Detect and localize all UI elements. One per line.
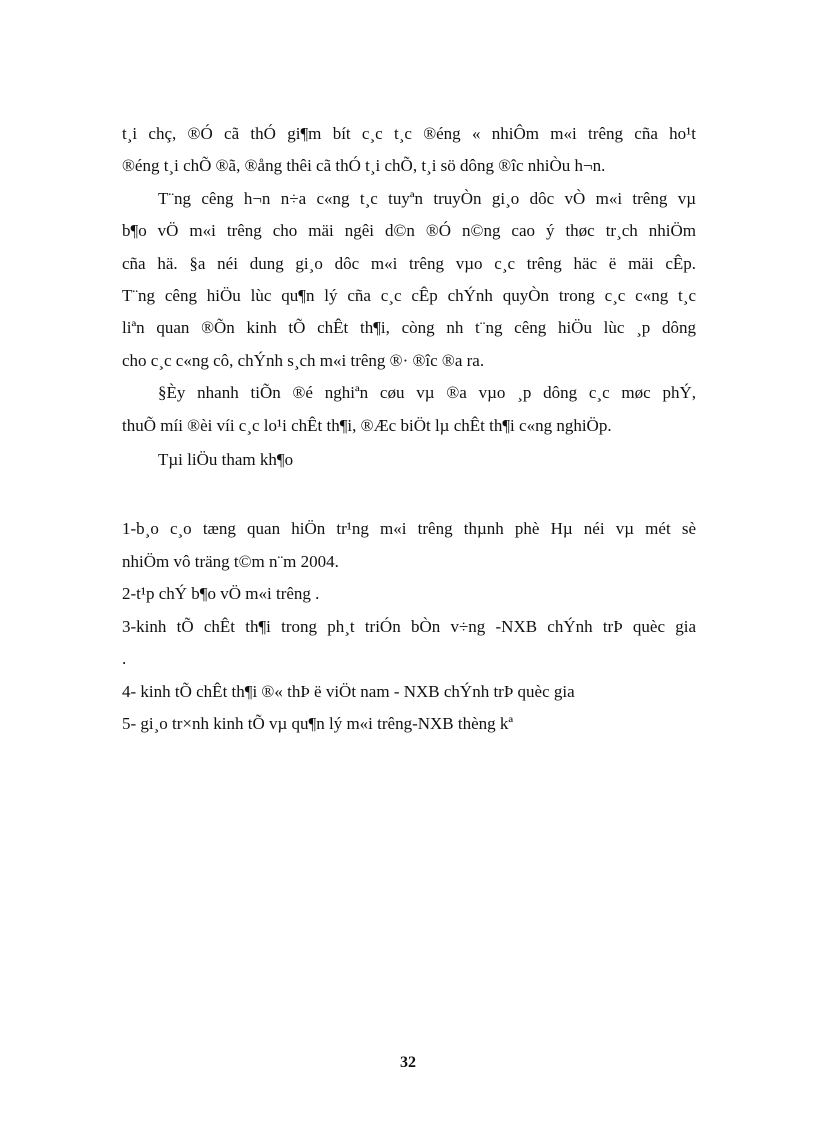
body-line-9: §Èy nhanh tiÕn ®é nghiªn cøu vµ ®a vµo ¸p dông c¸c møc phÝ,: [158, 383, 696, 403]
reference-item-3a: 3-kinh tÕ chÊt th¶i trong ph¸t triÓn bÒn v÷ng -NXB chÝnh trÞ quèc gia: [122, 616, 696, 636]
body-line-5: cña hä. §a néi dung gi¸o dôc m«i trêng vµo c¸c trêng häc ë mäi cÊp.: [122, 253, 696, 273]
body-line-10: thuÕ míi ®èi víi c¸c lo¹i chÊt th¶i, ®Æc biÖt lµ chÊt th¶i c«ng nghiÖp.: [122, 415, 612, 435]
body-line-8: cho c¸c c«ng cô, chÝnh s¸ch m«i trêng ®· ®îc ®a ra.: [122, 350, 485, 370]
references-list: [122, 513, 696, 741]
reference-item-3b: .: [122, 649, 127, 668]
references-heading: Tµi liÖu tham kh¶o: [158, 450, 294, 469]
body-line-1: t¸i chç, ®Ó cã thÓ gi¶m bít c¸c t¸c ®éng « nhiÔm m«i trêng cña ho¹t: [122, 124, 696, 143]
reference-item-4: 4- kinh tÕ chÊt th¶i ®« thÞ ë viÖt nam - NXB chÝnh trÞ quèc gia: [122, 681, 575, 701]
body-line-4: b¶o vÖ m«i trêng cho mäi ngêi d©n ®Ó n©ng cao ý thøc tr¸ch nhiÖm: [122, 221, 696, 241]
reference-item-1a: 1-b¸o c¸o tæng quan hiÖn tr¹ng m«i trêng thµnh phè Hµ néi vµ mét sè: [122, 519, 696, 538]
body-line-2: ®éng t¸i chÕ ®ã, ®ång thêi cã thÓ t¸i chÕ, t¸i sö dông ®îc nhiÒu h¬n.: [122, 156, 606, 176]
reference-item-1b: nhiÖm vô träng t©m n¨m 2004.: [122, 551, 339, 571]
reference-item-2: 2-t¹p chÝ b¶o vÖ m«i trêng .: [122, 584, 320, 603]
reference-item-5: 5- gi¸o tr×nh kinh tÕ vµ qu¶n lý m«i trêng-NXB thèng kª: [122, 714, 514, 733]
body-paragraphs: [122, 118, 696, 442]
body-line-3: T¨ng cêng h¬n n÷a c«ng t¸c tuyªn truyÒn gi¸o dôc vÒ m«i trêng vµ: [158, 188, 696, 208]
body-line-6: T¨ng cêng hiÖu lùc qu¶n lý cña c¸c cÊp chÝnh quyÒn trong c¸c c«ng t¸c: [122, 285, 696, 305]
page-number: 32: [400, 1054, 416, 1071]
body-line-7: liªn quan ®Õn kinh tÕ chÊt th¶i, còng nh t¨ng cêng hiÖu lùc ¸p dông: [122, 318, 696, 338]
